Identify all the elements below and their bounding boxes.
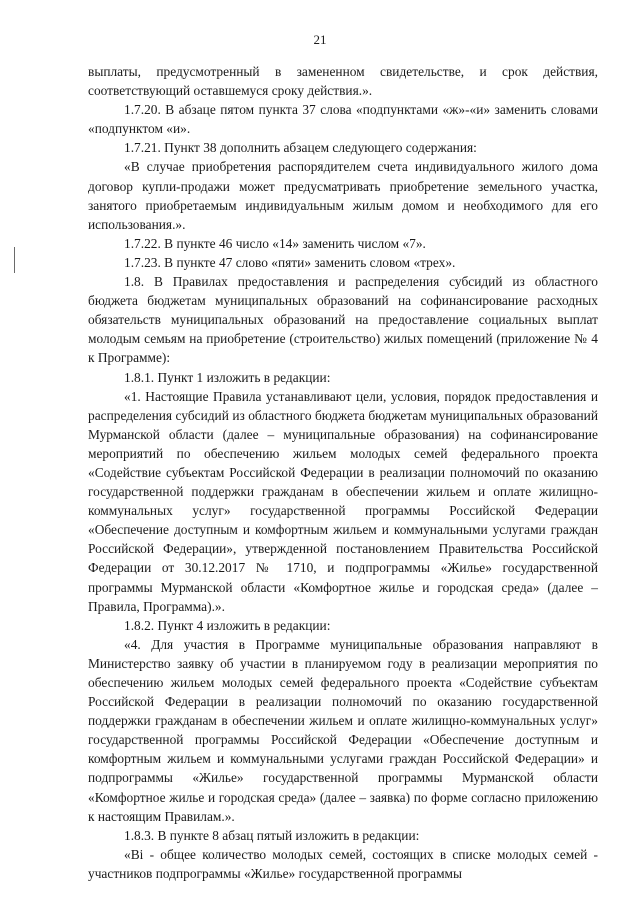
paragraph-1-7-23: 1.7.23. В пункте 47 слово «пяти» заменить словом «трех».: [124, 254, 456, 270]
paragraph-quote-1-8-3: «Bi - общее количество молодых семей, состоящих в списке молодых семей - участников подпрограммы «Жилье» государственной программы: [88, 846, 598, 881]
paragraph-1-7-20: 1.7.20. В абзаце пятом пункта 37 слова «подпунктами «ж»-«и» заменить словами «подпунктом «и».: [88, 102, 598, 137]
paragraph-1: выплаты, предусмотренный в замененном свидетельстве, и срок действия, соответствующий оставшемуся сроку действия.».: [88, 64, 598, 99]
page-number: 21: [313, 32, 327, 47]
paragraph-1-8: 1.8. В Правилах предоставления и распределения субсидий из областного бюджета бюджетам муниципальных образований на софинансирование расходных обязательств муниципальных образований на предоставление социальных выплат молодым семьям на приобретение (строительство) жилых помещений (приложение № 4 к Программе):: [88, 274, 598, 366]
paragraph-quote-1-7-21: «В случае приобретения распорядителем счета индивидуального жилого дома договор купли-продажи может предусматривать приобретение земельного участка, занятого приобретаемым индивидуальным жилым домом и необходимого для его использования.».: [88, 159, 598, 232]
paragraph-1-7-21: 1.7.21. Пункт 38 дополнить абзацем следующего содержания:: [124, 140, 477, 156]
document-body: [88, 62, 598, 883]
paragraph-quote-1-8-2: «4. Для участия в Программе муниципальные образования направляют в Министерство заявку об участии в планируемом году в реализации мероприятия по обеспечению жильем молодых семей федерального проекта «Содействие субъектам Российской Федерации в реализации полномочий по оказанию государственной поддержки гражданам в обеспечении жильем и оплате жилищно-коммунальных услуг» государственной программы Российской Федерации «Обеспечение доступным и комфортным жильем и коммунальными услугами граждан Российской Федерации» и подпрограммы «Жилье» государственной программы Мурманской области «Комфортное жилье и городская среда» (далее – заявка) по форме согласно приложению к настоящим Правилам.».: [88, 636, 598, 824]
margin-mark: [14, 247, 15, 273]
paragraph-quote-1-8-1: «1. Настоящие Правила устанавливают цели, условия, порядок предоставления и распределения субсидий из областного бюджета бюджетам муниципальных образований Мурманской области (далее – муниципальные образования) на софинансирование мероприятий по обеспечению жильем молодых семей федерального проекта «Содействие субъектам Российской Федерации в реализации полномочий по оказанию государственной поддержки гражданам в обеспечении жильем и оплате жилищно-коммунальных услуг» государственной программы Российской Федерации «Обеспечение доступным и комфортным жильем и коммунальными услугами граждан Российской Федерации», утвержденной постановлением Правительства Российской Федерации от 30.12.2017 № 1710, и подпрограммы «Жилье» государственной программы Мурманской области «Комфортное жилье и городская среда» (далее – Правила, Программа).».: [88, 388, 598, 614]
paragraph-1-8-2: 1.8.2. Пункт 4 изложить в редакции:: [124, 617, 331, 633]
paragraph-1-7-22: 1.7.22. В пункте 46 число «14» заменить числом «7».: [124, 235, 426, 251]
paragraph-1-8-1: 1.8.1. Пункт 1 изложить в редакции:: [124, 369, 331, 385]
paragraph-1-8-3: 1.8.3. В пункте 8 абзац пятый изложить в редакции:: [124, 827, 420, 843]
